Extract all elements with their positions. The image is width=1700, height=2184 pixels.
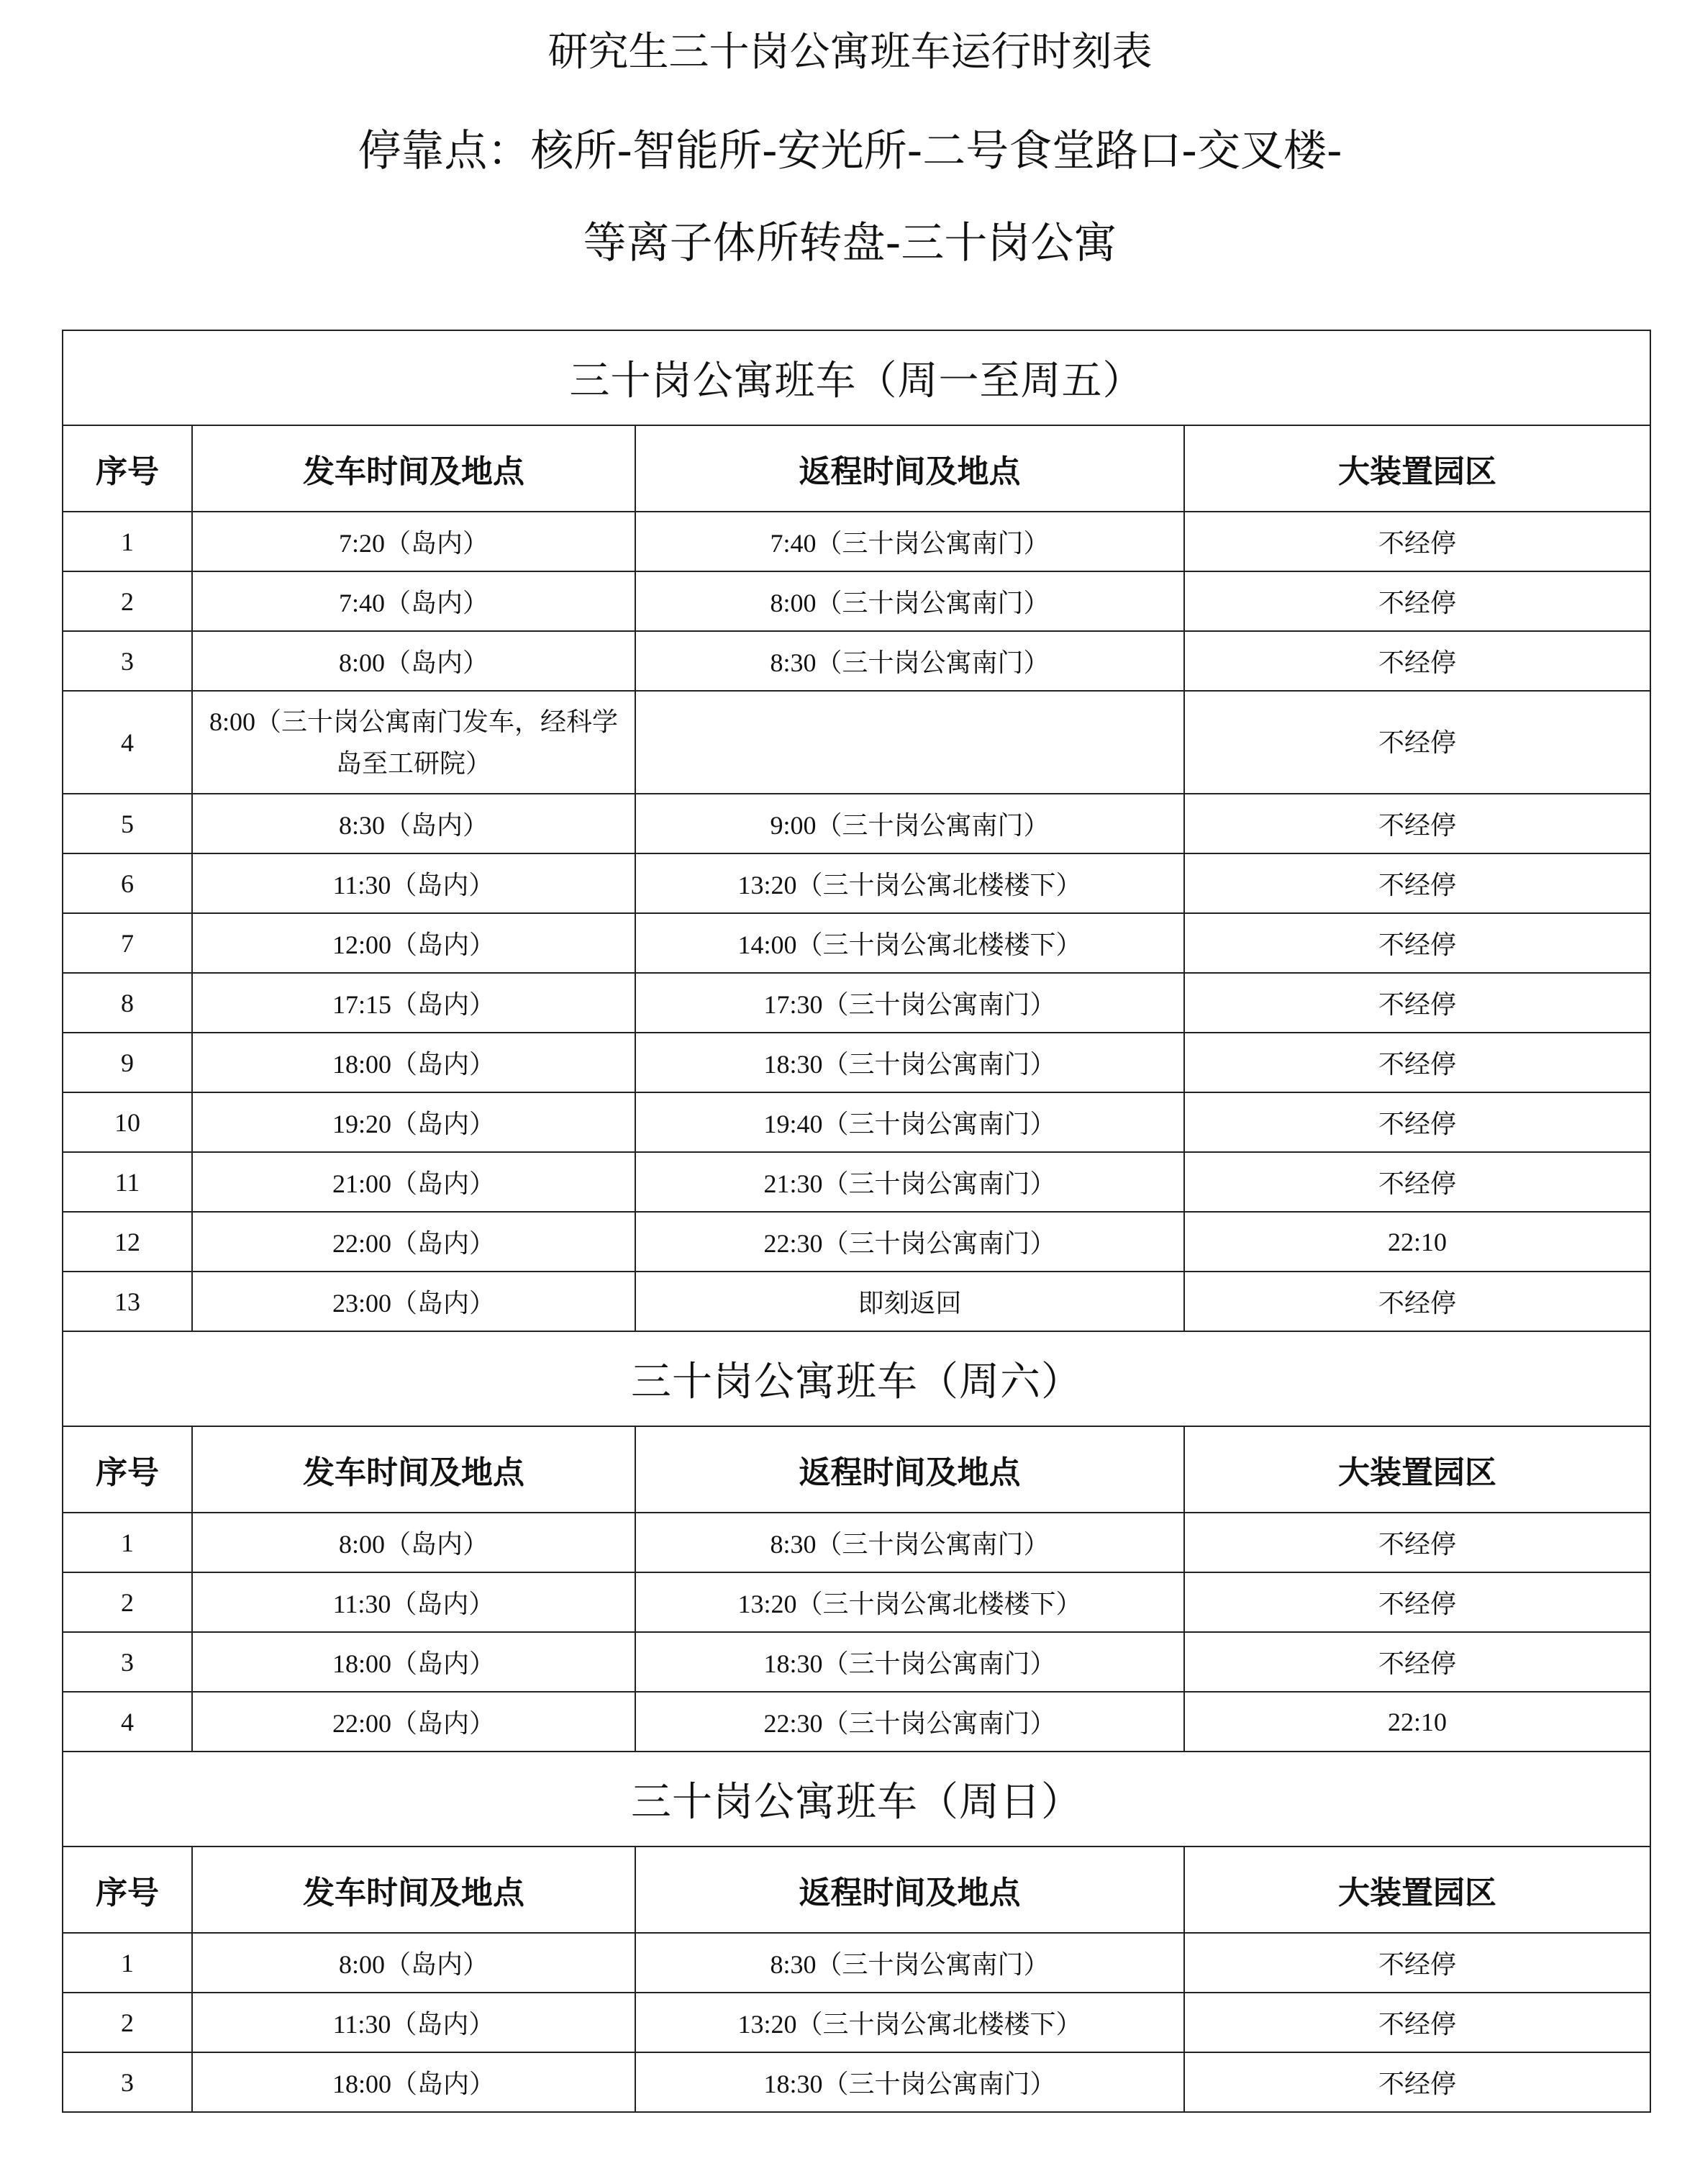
departure-cell: 8:00（岛内） — [192, 1933, 635, 1993]
table-row — [63, 631, 1650, 691]
return-cell — [635, 691, 1184, 794]
park-cell: 不经停 — [1184, 913, 1650, 973]
departure-cell: 18:00（岛内） — [192, 1033, 635, 1092]
table-row — [63, 973, 1650, 1033]
departure-cell: 11:30（岛内） — [192, 1572, 635, 1632]
header-index: 序号 — [63, 425, 192, 512]
departure-cell: 17:15（岛内） — [192, 973, 635, 1033]
header-return: 返程时间及地点 — [635, 1426, 1184, 1513]
section-title-row — [63, 1331, 1650, 1426]
departure-text: 8:00（三十岗公寓南门发车，经科学岛至工研院） — [209, 707, 618, 778]
return-cell: 18:30（三十岗公寓南门） — [635, 1033, 1184, 1092]
return-cell: 18:30（三十岗公寓南门） — [635, 1632, 1184, 1692]
departure-cell: 19:20（岛内） — [192, 1092, 635, 1152]
header-index: 序号 — [63, 1847, 192, 1933]
row-index: 11 — [63, 1152, 192, 1212]
return-cell: 17:30（三十岗公寓南门） — [635, 973, 1184, 1033]
stops-line-1: 停靠点：核所-智能所-安光所-二号食堂路口-交叉楼- — [358, 126, 1342, 176]
table-row — [63, 1033, 1650, 1092]
park-cell: 不经停 — [1184, 691, 1650, 794]
departure-cell: 8:00（岛内） — [192, 631, 635, 691]
return-cell: 14:00（三十岗公寓北楼楼下） — [635, 913, 1184, 973]
section-title: 三十岗公寓班车（周日） — [63, 1752, 1650, 1847]
departure-cell: 21:00（岛内） — [192, 1152, 635, 1212]
park-cell: 不经停 — [1184, 512, 1650, 571]
bus-schedule-table — [62, 330, 1651, 2113]
header-index: 序号 — [63, 1426, 192, 1513]
park-cell: 不经停 — [1184, 2052, 1650, 2112]
row-index: 2 — [63, 1993, 192, 2052]
departure-cell: 8:30（岛内） — [192, 794, 635, 853]
return-cell: 13:20（三十岗公寓北楼楼下） — [635, 853, 1184, 913]
departure-cell: 18:00（岛内） — [192, 2052, 635, 2112]
departure-cell: 22:00（岛内） — [192, 1212, 635, 1272]
return-cell: 8:30（三十岗公寓南门） — [635, 1933, 1184, 1993]
park-cell: 不经停 — [1184, 794, 1650, 853]
row-index: 13 — [63, 1272, 192, 1331]
row-index: 10 — [63, 1092, 192, 1152]
section-title: 三十岗公寓班车（周一至周五） — [63, 330, 1650, 425]
table-row — [63, 853, 1650, 913]
table-row — [63, 512, 1650, 571]
park-cell: 不经停 — [1184, 631, 1650, 691]
table-row — [63, 913, 1650, 973]
park-cell: 不经停 — [1184, 973, 1650, 1033]
header-departure: 发车时间及地点 — [192, 1847, 635, 1933]
document-title: 研究生三十岗公寓班车运行时刻表 — [547, 29, 1153, 76]
row-index: 12 — [63, 1212, 192, 1272]
row-index: 4 — [63, 1692, 192, 1752]
departure-cell: 18:00（岛内） — [192, 1632, 635, 1692]
table-row — [63, 794, 1650, 853]
table-row — [63, 1632, 1650, 1692]
park-cell: 不经停 — [1184, 571, 1650, 631]
return-cell: 8:30（三十岗公寓南门） — [635, 631, 1184, 691]
return-cell: 21:30（三十岗公寓南门） — [635, 1152, 1184, 1212]
return-cell: 7:40（三十岗公寓南门） — [635, 512, 1184, 571]
row-index: 2 — [63, 1572, 192, 1632]
table-row — [63, 1272, 1650, 1331]
park-cell: 不经停 — [1184, 1572, 1650, 1632]
table-row — [63, 1212, 1650, 1272]
departure-cell: 12:00（岛内） — [192, 913, 635, 973]
row-index: 1 — [63, 512, 192, 571]
return-cell: 18:30（三十岗公寓南门） — [635, 2052, 1184, 2112]
park-cell: 不经停 — [1184, 1092, 1650, 1152]
header-return: 返程时间及地点 — [635, 425, 1184, 512]
return-cell: 19:40（三十岗公寓南门） — [635, 1092, 1184, 1152]
row-index: 8 — [63, 973, 192, 1033]
departure-cell: 11:30（岛内） — [192, 1993, 635, 2052]
park-cell: 不经停 — [1184, 1272, 1650, 1331]
table-row — [63, 691, 1650, 794]
section-title: 三十岗公寓班车（周六） — [63, 1331, 1650, 1426]
header-return: 返程时间及地点 — [635, 1847, 1184, 1933]
row-index: 3 — [63, 2052, 192, 2112]
return-cell: 13:20（三十岗公寓北楼楼下） — [635, 1572, 1184, 1632]
departure-cell: 23:00（岛内） — [192, 1272, 635, 1331]
column-header-row — [63, 425, 1650, 512]
row-index: 2 — [63, 571, 192, 631]
departure-cell: 7:20（岛内） — [192, 512, 635, 571]
row-index: 1 — [63, 1933, 192, 1993]
table-row — [63, 571, 1650, 631]
row-index: 6 — [63, 853, 192, 913]
park-cell: 不经停 — [1184, 853, 1650, 913]
return-cell: 8:00（三十岗公寓南门） — [635, 571, 1184, 631]
return-cell: 22:30（三十岗公寓南门） — [635, 1692, 1184, 1752]
departure-cell: 7:40（岛内） — [192, 571, 635, 631]
header-departure: 发车时间及地点 — [192, 1426, 635, 1513]
row-index: 3 — [63, 631, 192, 691]
park-cell: 不经停 — [1184, 1033, 1650, 1092]
departure-cell — [192, 691, 635, 794]
header-park: 大装置园区 — [1184, 425, 1650, 512]
departure-cell: 8:00（岛内） — [192, 1513, 635, 1572]
park-cell: 不经停 — [1184, 1993, 1650, 2052]
table-row — [63, 1092, 1650, 1152]
park-cell: 不经停 — [1184, 1152, 1650, 1212]
section-title-row — [63, 1752, 1650, 1847]
row-index: 5 — [63, 794, 192, 853]
park-cell: 不经停 — [1184, 1632, 1650, 1692]
table-row — [63, 1692, 1650, 1752]
park-cell: 22:10 — [1184, 1212, 1650, 1272]
park-cell: 不经停 — [1184, 1933, 1650, 1993]
header-park: 大装置园区 — [1184, 1426, 1650, 1513]
table-row — [63, 1993, 1650, 2052]
park-cell: 22:10 — [1184, 1692, 1650, 1752]
column-header-row — [63, 1426, 1650, 1513]
row-index: 1 — [63, 1513, 192, 1572]
departure-cell: 22:00（岛内） — [192, 1692, 635, 1752]
column-header-row — [63, 1847, 1650, 1933]
row-index: 9 — [63, 1033, 192, 1092]
return-cell: 22:30（三十岗公寓南门） — [635, 1212, 1184, 1272]
row-index: 4 — [63, 691, 192, 794]
return-cell: 9:00（三十岗公寓南门） — [635, 794, 1184, 853]
stops-line-2: 等离子体所转盘-三十岗公寓 — [583, 218, 1117, 268]
section-title-row — [63, 330, 1650, 425]
return-cell: 即刻返回 — [635, 1272, 1184, 1331]
table-row — [63, 1572, 1650, 1632]
park-cell: 不经停 — [1184, 1513, 1650, 1572]
return-cell: 8:30（三十岗公寓南门） — [635, 1513, 1184, 1572]
table-row — [63, 1152, 1650, 1212]
row-index: 7 — [63, 913, 192, 973]
table-row — [63, 2052, 1650, 2112]
return-cell: 13:20（三十岗公寓北楼楼下） — [635, 1993, 1184, 2052]
header-park: 大装置园区 — [1184, 1847, 1650, 1933]
header-departure: 发车时间及地点 — [192, 425, 635, 512]
table-row — [63, 1933, 1650, 1993]
row-index: 3 — [63, 1632, 192, 1692]
table-row — [63, 1513, 1650, 1572]
departure-cell: 11:30（岛内） — [192, 853, 635, 913]
